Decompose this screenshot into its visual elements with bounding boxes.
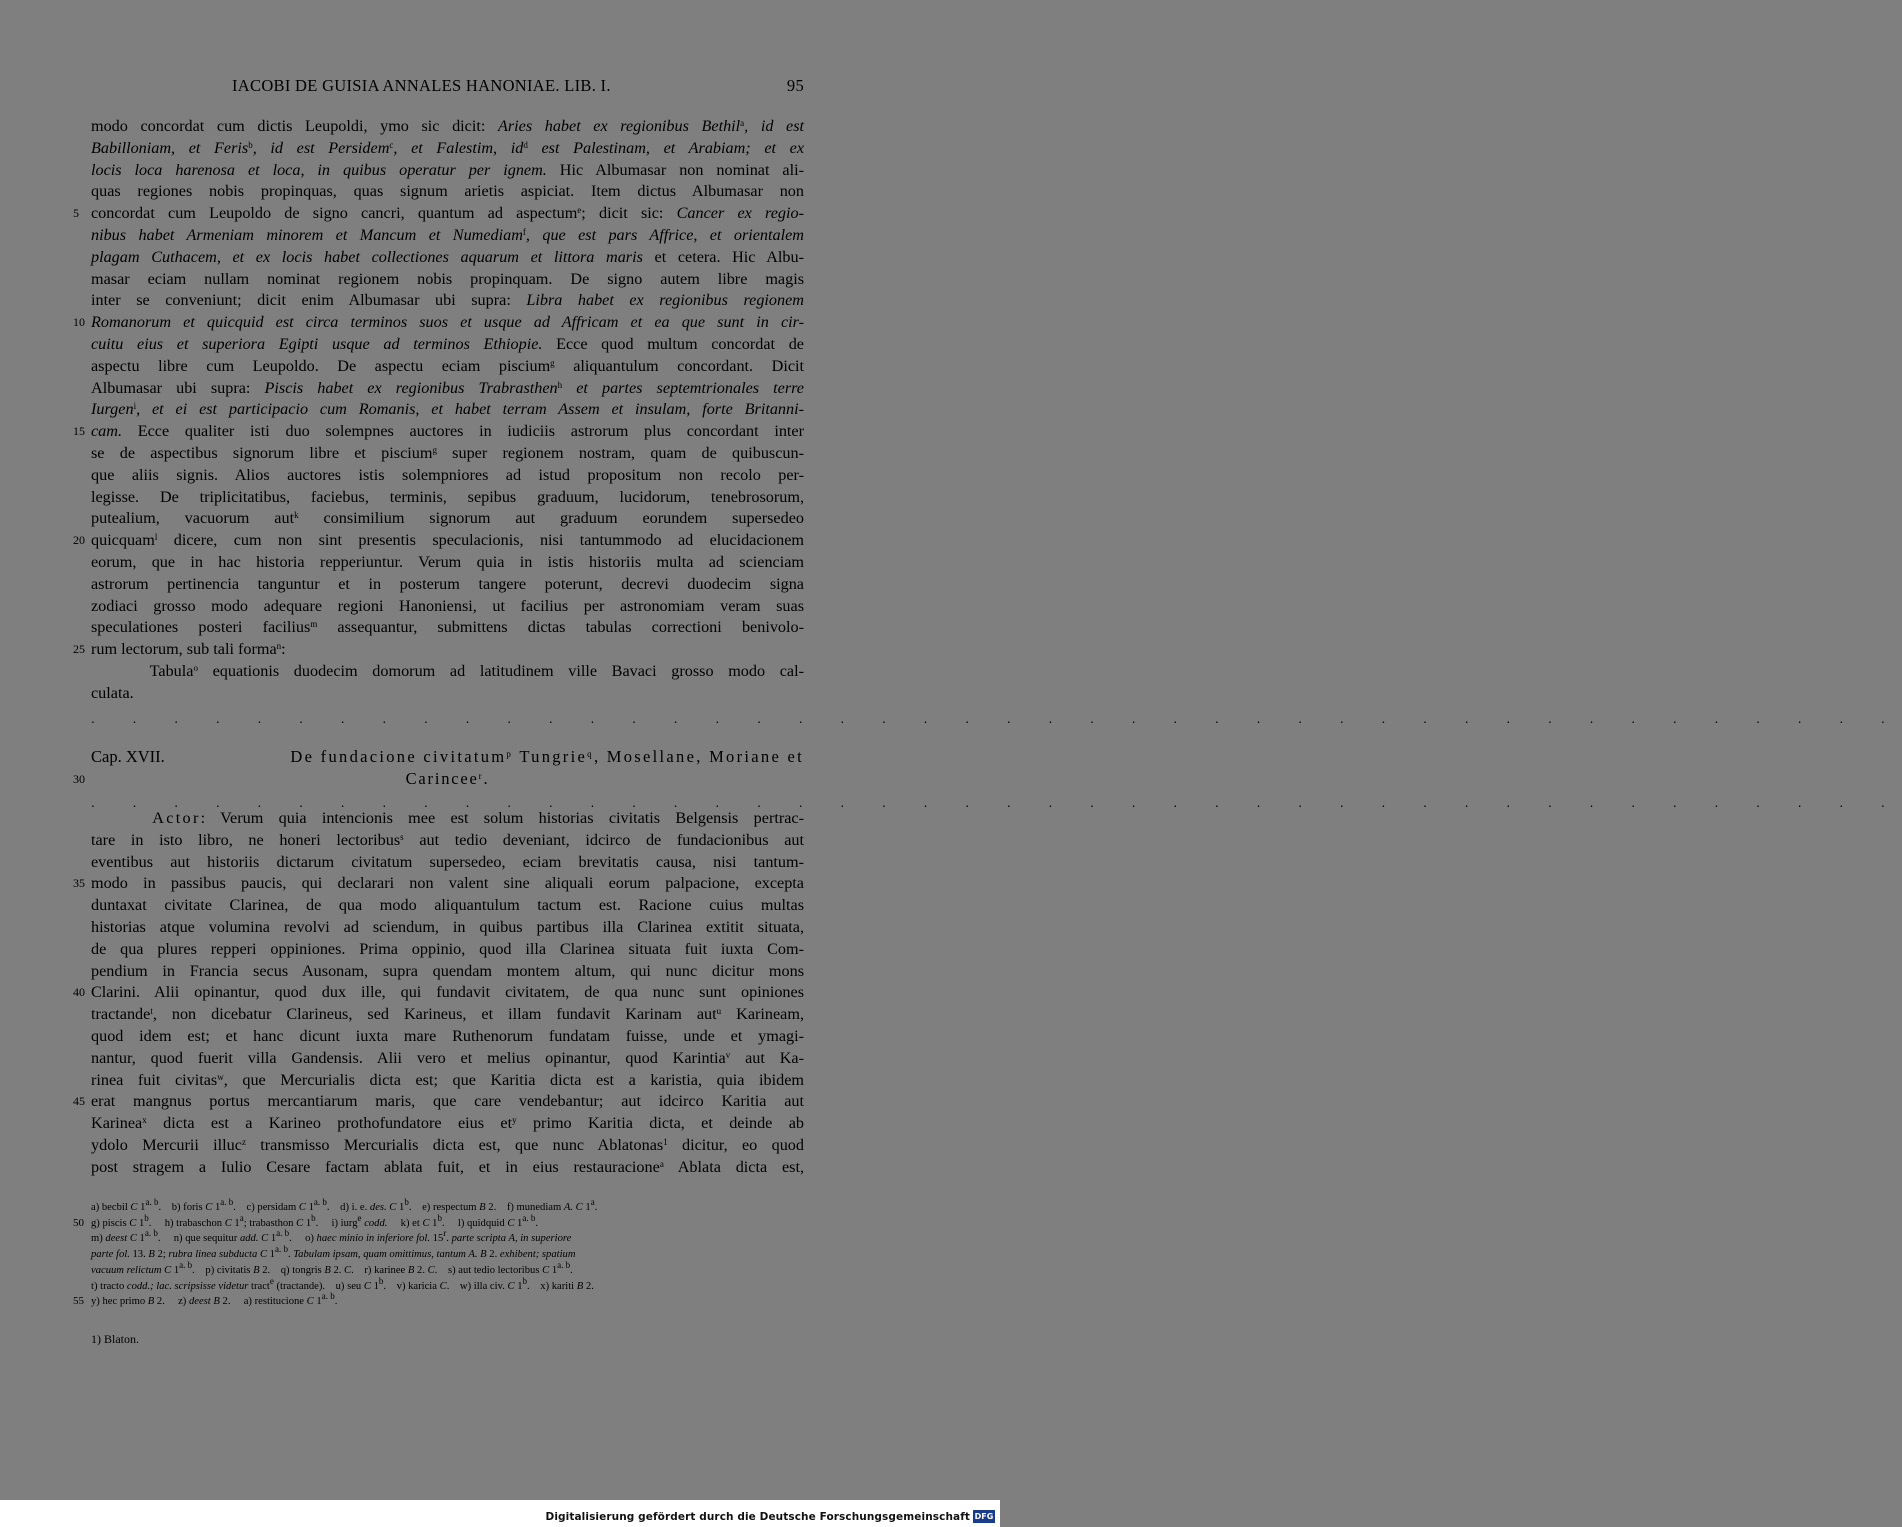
text-line — [91, 160, 804, 182]
running-header — [232, 76, 804, 96]
text-line — [91, 808, 804, 830]
footnote-line — [73, 1212, 804, 1232]
line-text: Romanorum et quicquid est circa terminos suos et usque ad Affricam et ea que sunt in cir- — [91, 313, 804, 332]
line-text: concordat cum Leupoldo de signo cancri, quantum ad aspectum$^e$; dicit sic: Cancer ex regio- — [91, 204, 804, 223]
dfg-logo: DFG — [974, 1512, 994, 1521]
line-text: Clarini. Alii opinantur, quod dux ille, qui fundavit civitatem, de qua nunc sunt opiniones — [91, 983, 804, 1002]
line-text: duntaxat civitate Clarinea, de qua modo aliquantulum tactum est. Racione cuius multas — [91, 896, 804, 915]
line-text: se de aspectibus signorum libre et piscium$^g$ super regionem nostram, quam de quibuscun- — [91, 443, 804, 462]
line-text: plagam Cuthacem, et ex locis habet collectiones aquarum et littora maris et cetera. Hic Albu- — [91, 247, 804, 266]
line-text: m) deest C $1^{a. b}$. n) que sequitur add. C $1^{a. b}$. o) haec minio in inferiore fol. 15$^r$. parte scripta A, in superiore — [91, 1228, 572, 1245]
text-line — [91, 617, 804, 639]
line-text: cuitu eius et superiora Egipti usque ad terminos Ethiopie. Ecce quod multum concordat de — [91, 334, 804, 353]
text-line — [91, 378, 804, 400]
text-line — [91, 181, 804, 203]
text-line — [73, 312, 804, 334]
line-text: aspectu libre cum Leupoldo. De aspectu eciam piscium$^g$ aliquantulum concordant. Dicit — [91, 356, 804, 375]
text-line — [73, 421, 804, 443]
text-line — [91, 138, 804, 160]
text-line — [91, 465, 804, 487]
text-line — [91, 830, 804, 852]
line-text: historias atque volumina revolvi ad sciendum, in quibus partibus illa Clarinea extitit situata, — [91, 917, 804, 936]
body-text-block-1 — [73, 116, 805, 705]
footnotes — [73, 1197, 804, 1310]
text-line — [91, 683, 804, 705]
text-line — [91, 574, 804, 596]
line-number: 10 — [73, 315, 85, 330]
line-text: locis loca harenosa et loca, in quibus operatur per ignem. Hic Albumasar non nominat ali- — [91, 160, 804, 179]
line-text: a) becbil C $1^{a. b}$. b) foris C $1^{a. b}$. c) persidam C $1^{a. b}$. d) i. e. des. C 1$^b$. e) respectum B 2. f) munediam A. C 1$^a$. — [91, 1197, 598, 1213]
text-line — [91, 290, 804, 312]
header-title: IACOBI DE GUISIA ANNALES HANONIAE. LIB. I. — [232, 76, 611, 95]
line-number: 55 — [73, 1295, 84, 1308]
text-line — [91, 487, 804, 509]
line-text: Albumasar ubi supra: Piscis habet ex regionibus Trabrasthen$^h$ et partes septemtrionales terre — [91, 378, 804, 397]
line-number: 45 — [73, 1094, 85, 1109]
text-line — [91, 225, 804, 247]
line-text: rinea fuit civitas$^w$, que Mercurialis dicta est; que Karitia dicta est a karistia, quia ibidem — [91, 1070, 804, 1089]
line-number: 50 — [73, 1216, 84, 1229]
footnote-line — [91, 1197, 804, 1216]
text-line — [91, 508, 804, 530]
line-text: pendium in Francia secus Ausonam, supra quendam montem altum, qui nunc dicitur mons — [91, 961, 804, 980]
chapter-number: Cap. XVII. — [91, 747, 165, 766]
text-line — [73, 982, 804, 1004]
line-text: speculationes posteri facilius$^m$ assequantur, submittens dictas tabulas correctioni benivolo- — [91, 618, 804, 637]
text-line — [91, 1070, 804, 1092]
line-text: rum lectorum, sub tali forma$^n$: — [91, 640, 286, 659]
text-line — [91, 961, 804, 983]
text-line — [91, 895, 804, 917]
line-text: parte fol. 13. B 2; rubra linea subducta C $1^{a. b}$. Tabulam ipsam, quam omittimus, tantum A. B 2. exhibent; spatium — [91, 1244, 576, 1261]
text-line — [91, 1135, 804, 1157]
text-line — [91, 399, 804, 421]
text-line — [91, 116, 804, 138]
line-text: zodiaci grosso modo adequare regioni Hanoniensi, ut facilius per astronomiam veram suas — [91, 596, 804, 615]
line-text: Karinea$^x$ dicta est a Karineo prothofundatore eius $et^y$ primo Karitia dicta, et deinde ab — [91, 1114, 804, 1133]
line-text: cam. Ecce qualiter isti duo solempnes auctores in iudiciis astrorum plus concordant inter — [91, 422, 804, 441]
line-text: inter se conveniunt; dicit enim Albumasar ubi supra: Libra habet ex regionibus regionem — [91, 291, 804, 310]
line-text: vacuum relictum C $1^{a. b}$. p) civitatis B 2. q) tongris B 2. C. r) karinee B 2. C. s) aut tedio lectoribus C $1^{a. b}$. — [91, 1259, 573, 1276]
line-text: nibus habet Armeniam minorem et Mancum et Numediam$^f$, que est pars Affrice, et orientalem — [91, 225, 804, 244]
line-text: Babilloniam, et Feris$^b$, id est Persidem$^c$, et Falestim, $id^d$ est Palestinam, et Arabiam; et ex — [91, 138, 805, 157]
line-text: tare in isto libro, ne honeri lectoribus$^s$ aut tedio deveniant, idcirco de fundacionibus aut — [91, 830, 804, 849]
chapter-title-line-2: Carincee$^r$. — [405, 769, 490, 788]
text-line — [73, 873, 804, 895]
text-line — [91, 443, 804, 465]
text-line — [91, 552, 804, 574]
text-line — [91, 334, 804, 356]
chapter-heading — [73, 746, 804, 790]
text-line — [91, 661, 804, 683]
footnote-line — [91, 1275, 804, 1295]
line-text: y) hec primo B 2. z) deest B 2. a) restitucione C $1^{a. b}$. — [91, 1291, 338, 1308]
line-text: Actor: Verum quia intencionis mee est solum historias civitatis Belgensis pertrac- — [152, 809, 804, 827]
funding-credit: Digitalisierung gefördert durch die Deutsche Forschungsgemeinschaft — [545, 1511, 970, 1523]
footnote-line — [73, 1291, 804, 1310]
line-text: g) piscis C 1$^b$. h) trabaschon C 1$^a$; trabasthon C 1$^b$. i) iurg$^e$ codd. k) et C 1$^b$. l) quidquid C $1^{a. b}$. — [91, 1212, 538, 1229]
line-text: t) tracto codd.; lac. scripsisse videtur tract$^e$ (tractande). u) seu C 1$^b$. v) karicia C. w) illa civ. C 1$^b$. x) kariti B 2. — [91, 1275, 594, 1292]
line-number: 15 — [73, 424, 85, 439]
line-text: quicquam$^l$ dicere, cum non sint presentis speculacionis, nisi tantummodo ad elucidacionem — [91, 531, 804, 550]
line-text: eventibus aut historiis dictarum civitatum supersedeo, eciam brevitatis causa, nisi tantum- — [91, 852, 804, 871]
ellipsis-row-2: . . . . . . . . . . . . . . . . . . . . . . . . . . . . . . . . . . . . . . . . . . . . — [91, 796, 1902, 810]
line-text: astrorum pertinencia tanguntur et in posterum tangere poterunt, decrevi duodecim signa — [91, 574, 804, 593]
line-text: modo in passibus paucis, qui declarari non valent sine aliquali eorum palpacione, excepta — [91, 874, 804, 893]
line-text: legisse. De triplicitatibus, faciebus, terminis, sepibus graduum, lucidorum, tenebrosorum, — [91, 487, 804, 506]
chapter-title-line-1: De fundacione civitatum$^p$ Tungrie$^q$, Mosellane, Moriane et — [290, 747, 804, 766]
text-line — [91, 1026, 804, 1048]
line-number: 5 — [73, 206, 79, 221]
text-line — [91, 1004, 804, 1026]
line-text: nantur, quod fuerit villa Gandensis. Alii vero et melius opinantur, quod Karintia$^v$ aut Ka- — [91, 1048, 804, 1067]
body-text-block-2 — [73, 808, 805, 1179]
text-line — [91, 1157, 804, 1179]
line-text: masar eciam nullam nominat regionem nobis propinquam. De signo autem libre magis — [91, 269, 804, 288]
line-text: Tabula$^o$ equationis duodecim domorum ad latitudinem ville Bavaci grosso modo cal- — [91, 661, 804, 680]
text-line — [91, 1048, 804, 1070]
page-number: 95 — [786, 76, 804, 95]
line-text: eorum, que in hac historia repperiuntur. Verum quia in istis historiis multa ad scienciam — [91, 552, 804, 571]
text-line — [73, 1091, 804, 1113]
text-line — [73, 530, 804, 552]
line-number-30: 30 — [73, 772, 85, 786]
line-text: Iurgen$^i$, et ei est participacio cum Romanis, et habet terram Assem et insulam, forte Britanni- — [91, 400, 804, 419]
line-number: 25 — [73, 642, 85, 657]
line-text: que aliis signis. Alios auctores istis solempniores ad istud propositum non recolo per- — [91, 465, 804, 484]
text-line — [91, 247, 804, 269]
line-text: ydolo Mercurii illuc$^z$ transmisso Mercurialis dicta est, que nunc Ablatonas$^1$ dicitur, eo quod — [91, 1135, 804, 1154]
line-text: erat mangnus portus mercantiarum maris, que care vendebantur; aut idcirco Karitia aut — [91, 1092, 804, 1111]
source-note: 1) Blaton. — [91, 1332, 139, 1346]
line-text: putealium, vacuorum aut$^k$ consimilium signorum aut graduum eorundem supersedeo — [91, 509, 804, 528]
line-text: quas regiones nobis propinquas, quas signum arietis aspiciat. Item dictus Albumasar non — [91, 182, 804, 201]
line-text: tractande$^t$, non dicebatur Clarineus, sed Karineus, et illam fundavit Karinam aut$^u$ Karineam, — [91, 1005, 805, 1024]
text-line — [91, 917, 804, 939]
ellipsis-row: . . . . . . . . . . . . . . . . . . . . . . . . . . . . . . . . . . . . . . . . . . . . — [91, 712, 1902, 726]
text-line — [73, 639, 804, 661]
text-line — [91, 939, 804, 961]
text-line — [91, 596, 804, 618]
footnote-line — [91, 1228, 804, 1247]
text-line — [91, 852, 804, 874]
line-number: 40 — [73, 985, 85, 1000]
text-line — [91, 269, 804, 291]
text-line — [91, 1113, 804, 1135]
text-line — [73, 203, 804, 225]
line-number: 20 — [73, 533, 85, 548]
line-text: post stragem a Iulio Cesare factam ablata fuit, et in eius restauracione$^a$ Ablata dicta est, — [91, 1157, 804, 1176]
footnote-line — [91, 1259, 804, 1279]
line-text: quod idem est; et hanc dicunt iuxta mare Ruthenorum fundatam fuisse, unde et ymagi- — [91, 1026, 804, 1045]
line-text: modo concordat cum dictis Leupoldi, ymo sic dicit: Aries habet ex regionibus Bethil$^a$, id est — [91, 117, 804, 135]
line-number: 35 — [73, 876, 85, 891]
text-line — [91, 356, 804, 378]
line-text: de qua plures repperi oppiniones. Prima oppinio, quod illa Clarinea situata fuit iuxta Com- — [91, 939, 804, 958]
line-text: culata. — [91, 683, 134, 702]
footnote-line — [91, 1244, 804, 1263]
